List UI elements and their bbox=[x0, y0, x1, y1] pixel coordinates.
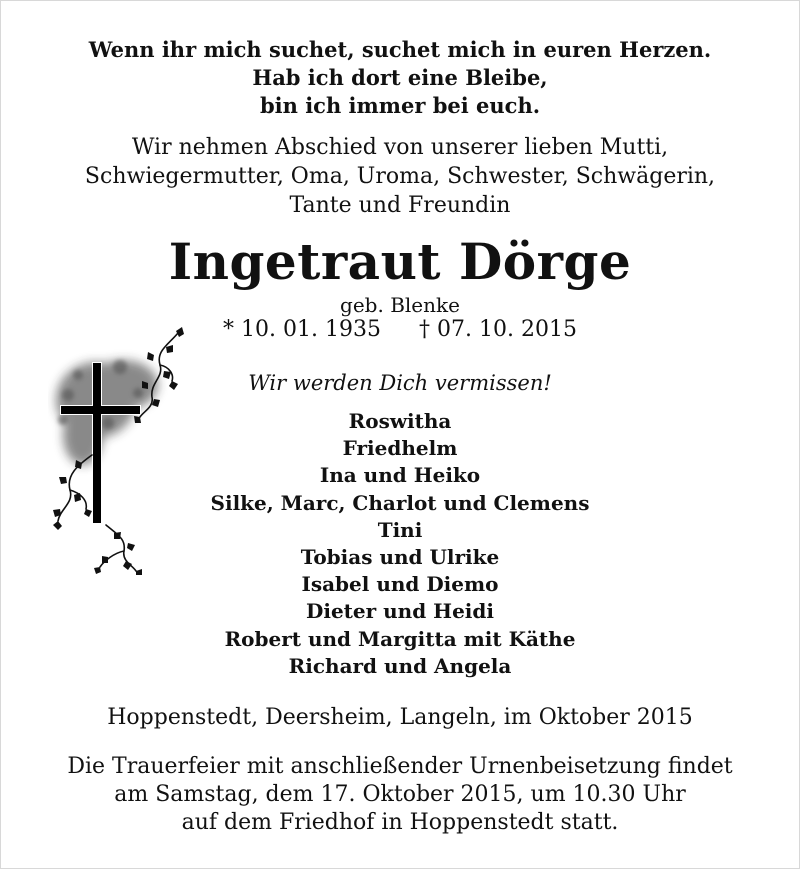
intro-line: Tante und Freundin bbox=[289, 193, 511, 218]
mourner-entry: Isabel und Diemo bbox=[301, 572, 499, 597]
mourner-entry: Tobias und Ulrike bbox=[300, 544, 500, 569]
mourner-entry: Roswitha bbox=[348, 409, 452, 433]
funeral-info bbox=[0, 753, 800, 837]
mourner-entry: Richard und Angela bbox=[288, 653, 512, 678]
intro-line: Schwiegermutter, Oma, Uroma, Schwester, Schwägerin, bbox=[84, 164, 716, 189]
farewell-line: Wir werden Dich vermissen! bbox=[248, 371, 552, 395]
birth-date: * 10. 01. 1935 bbox=[223, 317, 381, 342]
poem-line: Wenn ihr mich suchet, suchet mich in euren Herzen. bbox=[88, 37, 712, 62]
funeral-line: Die Trauerfeier mit anschließender Urnenbeisetzung findet bbox=[67, 754, 733, 779]
mourners-list bbox=[0, 408, 800, 680]
mourner-entry: Robert und Margitta mit Käthe bbox=[224, 626, 576, 651]
funeral-line: am Samstag, dem 17. Oktober 2015, um 10.30 Uhr bbox=[114, 782, 686, 807]
mourner-entry: Ina und Heiko bbox=[319, 463, 481, 488]
poem-line: bin ich immer bei euch. bbox=[259, 93, 541, 118]
funeral-line: auf dem Friedhof in Hoppenstedt statt. bbox=[181, 810, 619, 835]
poem-line: Hab ich dort eine Bleibe, bbox=[252, 65, 548, 90]
mourner-entry: Tini bbox=[377, 517, 423, 542]
birth-name: geb. Blenke bbox=[340, 293, 460, 317]
place-and-date: Hoppenstedt, Deersheim, Langeln, im Oktober 2015 bbox=[107, 705, 693, 730]
mourner-entry: Friedhelm bbox=[342, 436, 458, 461]
mourner-entry: Silke, Marc, Charlot und Clemens bbox=[210, 490, 590, 515]
intro-block bbox=[0, 133, 800, 220]
intro-line: Wir nehmen Abschied von unserer lieben Mutti, bbox=[131, 135, 669, 160]
poem-block bbox=[0, 36, 800, 120]
mourner-entry: Dieter und Heidi bbox=[306, 599, 494, 624]
deceased-name: Ingetraut Dörge bbox=[168, 232, 632, 291]
death-date: † 07. 10. 2015 bbox=[419, 317, 577, 342]
